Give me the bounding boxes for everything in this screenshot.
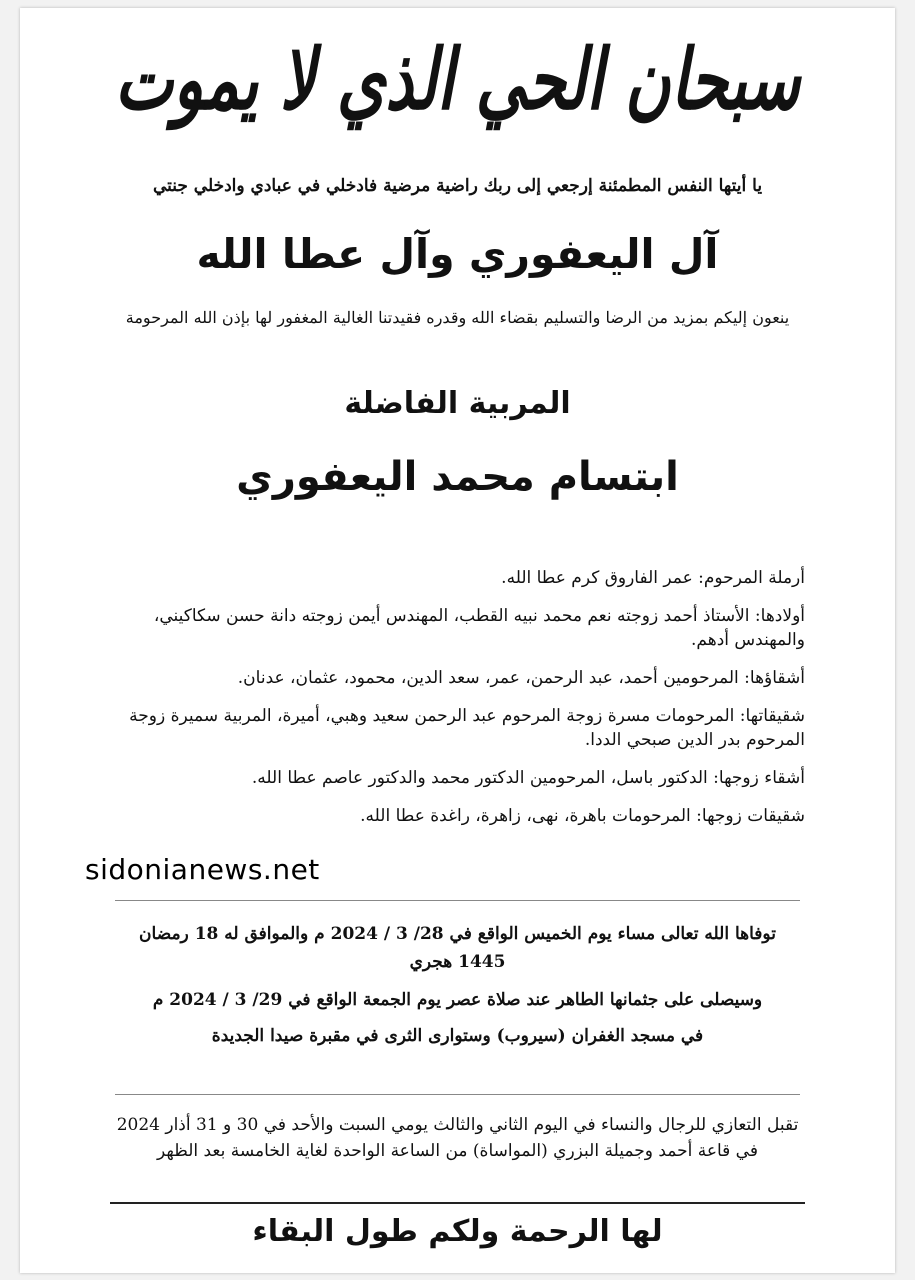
relatives-list — [110, 566, 805, 842]
relative-line: شقيقات زوجها: المرحومات باهرة، نهى، زاهرة، راغدة عطا الله. — [360, 806, 805, 826]
burial-line: في مسجد الغفران (سيروب) وستوارى الثرى في مقبرة صيدا الجديدة — [211, 1026, 704, 1046]
divider — [115, 900, 800, 901]
death-notice: توفاها الله تعالى مساء يوم الخميس الواقع في 28/ 3 / 2024 م والموافق له 18 رمضان 1445 هجري — [139, 924, 776, 972]
relative-line: أولادها: الأستاذ أحمد زوجته نعم محمد نبيه القطب، المهندس أيمن زوجته دانة حسن سكاكيني، والمهندس أدهم. — [153, 606, 805, 650]
divider — [115, 1094, 800, 1095]
deceased-name: ابتسام محمد اليعفوري — [236, 454, 679, 500]
obituary-page — [20, 8, 895, 1273]
intro-text: ينعون إليكم بمزيد من الرضا والتسليم بقضاء الله وقدره فقيدتنا الغالية المغفور لها بإذن الله المرحومة — [125, 308, 790, 327]
funeral-prayer-line: وسيصلى على جثمانها الطاهر عند صلاة عصر يوم الجمعة الواقع في 29/ 3 / 2024 م — [152, 990, 763, 1010]
relative-line: أشقاؤها: المرحومين أحمد، عبد الرحمن، عمر، سعد الدين، محمود، عثمان، عدنان. — [237, 668, 805, 688]
calligraphy-header: سبحان الحي الذي لا يموت — [114, 30, 801, 129]
deceased-title: المربية الفاضلة — [344, 386, 571, 421]
relative-line: شقيقاتها: المرحومات مسرة زوجة المرحوم عبد الرحمن سعيد وهبي، أميرة، المربية سميرة زوجة المرحوم بدر الدين صبحي الددا. — [129, 706, 805, 750]
closing-phrase: لها الرحمة ولكم طول البقاء — [252, 1214, 663, 1249]
families-heading: آل اليعفوري وآل عطا الله — [196, 230, 719, 278]
relative-line: أرملة المرحوم: عمر الفاروق كرم عطا الله. — [501, 568, 805, 588]
divider — [110, 1202, 805, 1204]
watermark-text: sidonianews.net — [85, 853, 320, 886]
quran-verse: يا أيتها النفس المطمئنة إرجعي إلى ربك راضية مرضية فادخلي في عبادي وادخلي جنتي — [152, 176, 763, 196]
relative-line: أشقاء زوجها: الدكتور باسل، المرحومين الدكتور محمد والدكتور عاصم عطا الله. — [251, 768, 805, 788]
funeral-info — [115, 986, 800, 1058]
condolence-info: تقبل التعازي للرجال والنساء في اليوم الثاني والثالث يومي السبت والأحد في 30 و 31 أذار 2024 في قاعة أحمد وجميلة البزري (المواساة) من الساعة الواحدة لغاية الخامسة بعد الظهر — [116, 1115, 799, 1161]
